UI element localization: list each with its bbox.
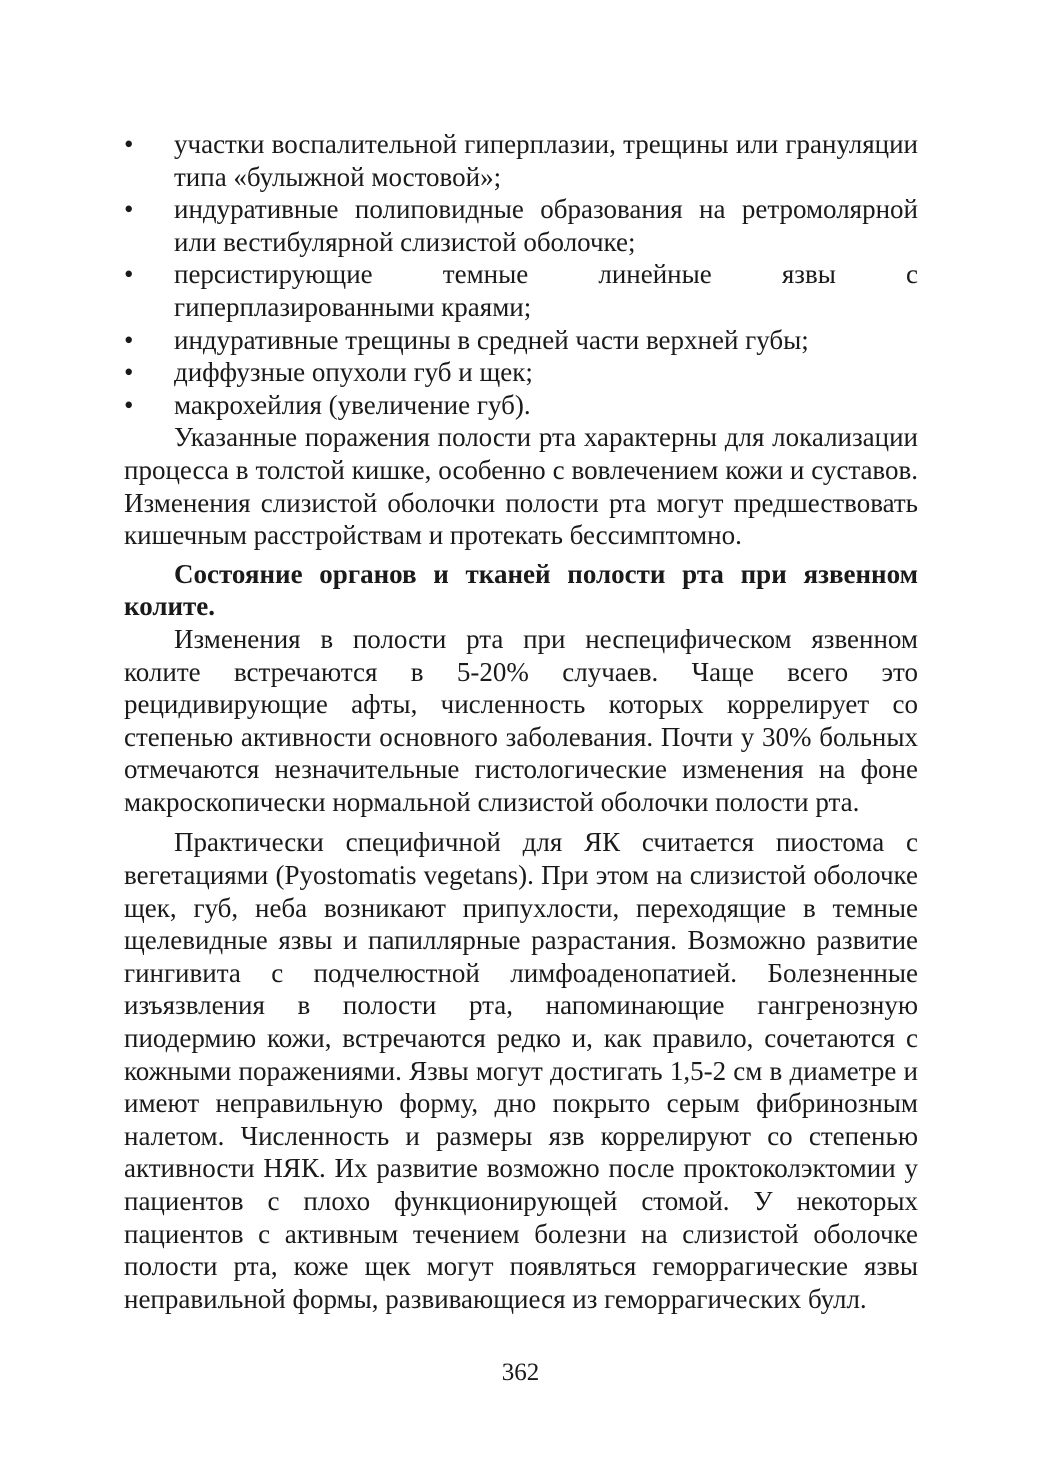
list-item	[124, 324, 918, 357]
paragraph-localization: Указанные поражения полости рта характерны для локализации процесса в толстой кишке, особенно с вовлечением кожи и суставов. Изменения слизистой оболочки полости рта могут предшествовать кишечным расстройствам и протекать бессимптомно.	[124, 422, 918, 551]
list-item	[124, 356, 918, 389]
list-item	[124, 258, 918, 323]
section-heading: Состояние органов и тканей полости рта при язвенном колите.	[124, 558, 918, 622]
page-body	[124, 128, 918, 1315]
list-item-text: индуративные трещины в средней части верхней губы;	[174, 324, 809, 355]
list-item	[124, 193, 918, 258]
list-item-text: персистирующие темные линейные язвы с гиперплазированными краями;	[174, 259, 918, 322]
list-item	[124, 389, 918, 422]
list-item-text: индуративные полиповидные образования на ретромолярной или вестибулярной слизистой оболочке;	[174, 194, 918, 257]
list-item-text: диффузные опухоли губ и щек;	[174, 357, 533, 388]
page-number: 362	[501, 1359, 540, 1386]
bullet-icon: •	[124, 194, 134, 225]
bullet-icon: •	[124, 259, 134, 290]
list-item	[124, 128, 918, 193]
bullet-icon: •	[124, 324, 134, 355]
list-item-text: макрохейлия (увеличение губ).	[174, 389, 531, 420]
bullet-icon: •	[124, 389, 134, 420]
paragraph-oral-changes: Изменения в полости рта при неспецифическом язвенном колите встречаются в 5-20% случаев. Чаще всего это рецидивирующие афты, численность которых коррелирует со степенью активности основного заболевания. Почти у 30% больных отмечаются незначительные гистологические изменения на фоне макроскопически нормальной слизистой оболочки полости рта.	[124, 623, 918, 817]
bullet-icon: •	[124, 129, 134, 159]
symptom-list	[124, 128, 918, 421]
paragraph-pyostomatis: Практически специфичной для ЯК считается пиостома с вегетациями (Pyostomatis vegetans). При этом на слизистой оболочке щек, губ, неба возникают припухлости, переходящие в темные щелевидные язвы и папиллярные разрастания. Возможно развитие гингивита с подчелюстной лимфоаденопатией. Болезненные изъязвления в полости рта, напоминающие гангренозную пиодермию кожи, встречаются редко и, как правило, сочетаются с кожными поражениями. Язвы могут достигать 1,5-2 см в диаметре и имеют неправильную форму, дно покрыто серым фибринозным налетом. Численность и размеры язв коррелируют со степенью активности НЯК. Их развитие возможно после проктоколэктомии у пациентов с плохо функционирующей стомой. У некоторых пациентов с активным течением болезни на слизистой оболочке полости рта, коже щек могут появляться геморрагические язвы неправильной формы, развивающиеся из геморрагических булл.	[124, 827, 918, 1314]
list-item-text: участки воспалительной гиперплазии, трещины или грануляции типа «булыжной мостовой»;	[174, 129, 918, 192]
bullet-icon: •	[124, 357, 134, 388]
